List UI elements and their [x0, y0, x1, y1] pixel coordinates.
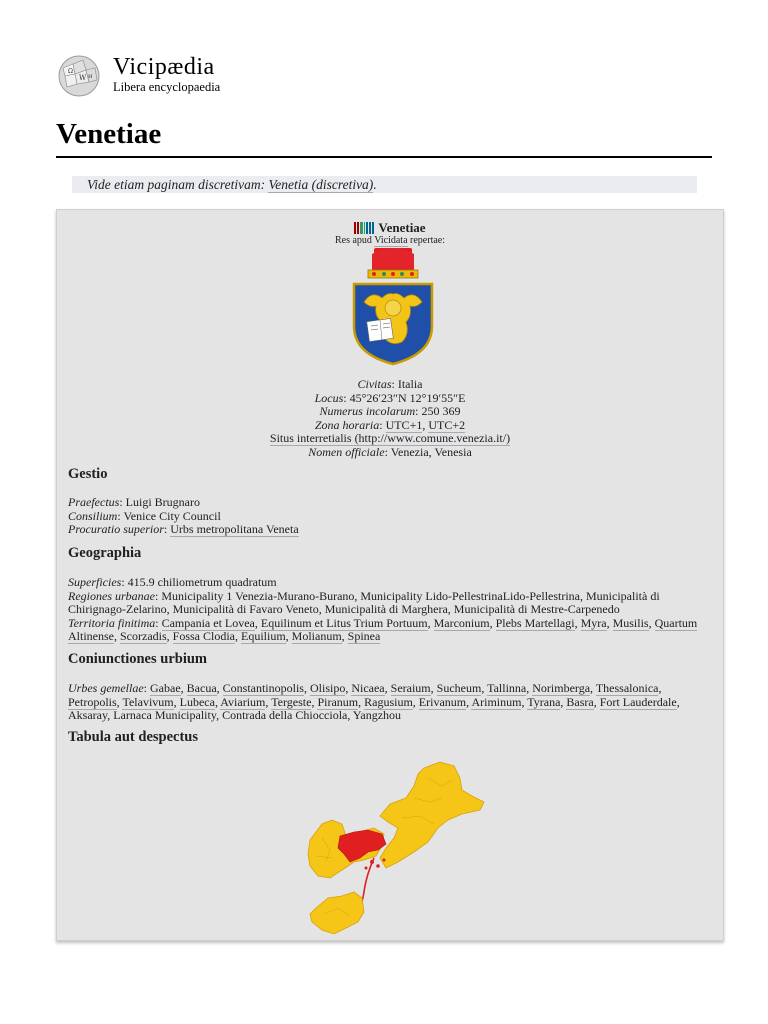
fact-situs: [57, 432, 723, 446]
section-heading-tabula: Tabula aut despectus: [68, 729, 199, 745]
consilium-label: Consilium: [68, 508, 118, 523]
infobox: [56, 209, 724, 941]
list-item-link[interactable]: Fort Lauderdale: [599, 694, 677, 709]
infobox-title-text: Venetiae: [378, 220, 426, 235]
fact-civitas: Civitas: Italia: [357, 377, 423, 391]
list-item-link[interactable]: Thessalonica: [595, 681, 659, 695]
wiki-globe-logo[interactable]: [55, 54, 103, 98]
list-item-link[interactable]: Seraium: [390, 681, 431, 695]
official-website-link[interactable]: Situs interretialis (http://www.comune.venezia.it/): [269, 431, 511, 445]
list-item-link[interactable]: Scorzadis: [120, 629, 167, 643]
svg-text:Ω: Ω: [68, 68, 73, 75]
zona-label: Zona horaria: [314, 417, 380, 432]
civitas-label: Civitas: [357, 377, 392, 391]
fact-nomen: Nomen officiale: Venezia, Venesia: [308, 444, 472, 459]
territoria-label: Territoria finitima: [68, 615, 156, 630]
infobox-title: [57, 220, 723, 235]
section-heading-geographia: Geographia: [68, 545, 142, 561]
fact-zona: Zona horaria: UTC+1, UTC+2: [314, 417, 466, 432]
hatnote: [72, 176, 697, 193]
site-wordmark[interactable]: Vicipædia: [113, 54, 215, 80]
section-geographia: [68, 576, 713, 644]
locus-label: Locus: [314, 390, 344, 405]
infobox-facts: [57, 378, 723, 459]
list-item-link: Yangzhou: [352, 708, 402, 722]
wikidata-icon[interactable]: [354, 222, 374, 234]
list-item-link[interactable]: Ariminum: [471, 694, 522, 709]
nomen-label: Nomen officiale: [308, 444, 385, 459]
list-item-link[interactable]: Bacua: [186, 681, 217, 695]
list-item-link[interactable]: Tergeste: [271, 694, 312, 709]
list-item-link[interactable]: Olisipo: [309, 681, 346, 695]
site-header: [55, 52, 275, 98]
site-tagline: Libera encyclopaedia: [113, 80, 221, 94]
row-consilium: Consilium: Venice City Council: [68, 508, 221, 523]
title-divider: [56, 156, 712, 158]
list-item-link[interactable]: Gabae: [150, 681, 181, 695]
urbes-label: Urbes gemellae: [68, 681, 144, 695]
list-item-link[interactable]: Telavivum: [122, 694, 174, 709]
location-map-image[interactable]: [302, 758, 492, 938]
section-heading-coniunctiones: Coniunctiones urbium: [68, 651, 207, 667]
hatnote-link[interactable]: Venetia (discretiva): [268, 177, 374, 192]
regiones-label: Regiones urbanae: [68, 588, 155, 603]
svg-text:W: W: [79, 74, 87, 82]
locus-value: 45°26′23″N 12°19′55″E: [349, 390, 466, 405]
wikidata-link[interactable]: Vicidata: [374, 235, 408, 246]
list-item-link[interactable]: Equilinum et Litus Trium Portuum: [260, 615, 428, 630]
list-item-link[interactable]: Petropolis: [68, 694, 117, 709]
list-item-link[interactable]: Spinea: [347, 629, 381, 643]
list-item-link[interactable]: Myra: [580, 615, 607, 630]
list-item-link[interactable]: Aviarium: [220, 694, 266, 709]
praefectus-value: Luigi Brugnaro: [125, 495, 200, 509]
svg-text:И: И: [88, 74, 93, 80]
fact-numerus: Numerus incolarum: 250 369: [319, 404, 461, 418]
section-coniunctiones: [68, 682, 713, 723]
numerus-label: Numerus incolarum: [319, 404, 416, 418]
nomen-value: Venezia, Venesia: [390, 444, 472, 459]
list-item-link: Larnaca Municipality: [113, 708, 217, 722]
numerus-value: 250 369: [421, 404, 461, 418]
row-praefectus: Praefectus: Luigi Brugnaro: [68, 495, 200, 509]
list-item-link[interactable]: Equilium: [241, 629, 286, 643]
subtitle-post: repertae:: [410, 235, 446, 246]
list-item-link[interactable]: Musilis: [612, 615, 649, 630]
superficies-value: 415.9 chiliometrum quadratum: [127, 575, 277, 589]
zona-link-1[interactable]: UTC+1: [385, 417, 423, 432]
row-urbes: Urbes gemellae: Gabae, Bacua, Constantinopolis, Olisipo, Nicaea, Seraium, Sucheum, Tallinna, Norimberga, Thessalonica, Petropolis, Telavivum, Lubeca, Aviarium, Tergeste, Piranum, Ragusium, Erivanum, Ariminum, Tyrana, Basra, Fort Lauderdale, Aksaray, Larnaca Municipality, Contrada della Chiocciola, Yangzhou: [68, 681, 680, 722]
fact-locus: Locus: 45°26′23″N 12°19′55″E: [314, 390, 466, 405]
list-item-link[interactable]: Quartum Altinense: [68, 615, 698, 643]
list-item-link[interactable]: Plebs Martellagi: [495, 615, 575, 630]
procuratio-label: Procuratio superior: [68, 522, 164, 536]
list-item-link[interactable]: Marconium: [433, 615, 490, 630]
consilium-value: Venice City Council: [123, 508, 221, 523]
list-item-link[interactable]: Sucheum: [436, 681, 482, 695]
row-procuratio: Procuratio superior: Urbs metropolitana Veneta: [68, 522, 299, 536]
procuratio-link[interactable]: Urbs metropolitana Veneta: [170, 522, 299, 536]
section-heading-gestio: Gestio: [68, 466, 108, 482]
row-superficies: Superficies: 415.9 chiliometrum quadratum: [68, 575, 277, 589]
page-title: Venetiae: [56, 118, 162, 150]
list-item-link[interactable]: Constantinopolis: [222, 681, 304, 695]
list-item-link[interactable]: Molianum: [291, 629, 342, 643]
list-item-link[interactable]: Tyrana: [527, 694, 561, 709]
list-item-link[interactable]: Erivanum: [418, 694, 467, 709]
list-item-link: Aksaray: [68, 708, 108, 722]
list-item-link[interactable]: Ragusium: [364, 694, 413, 709]
list-item-link[interactable]: Basra: [566, 694, 594, 709]
urbes-list: Gabae, Bacua, Constantinopolis, Olisipo, Nicaea, Seraium, Sucheum, Tallinna, Norimberga, Thessalonica, Petropolis, Telavivum, Lubeca, Aviarium, Tergeste, Piranum, Ragusium, Erivanum, Ariminum, Tyrana, Basra, Fort Lauderdale, Aksaray, Larnaca Municipality, Contrada della Chiocciola, Yangzhou: [68, 681, 680, 722]
row-regiones: Regiones urbanae: Municipality 1 Venezia-Murano-Burano, Municipality Lido-PellestrinaLido-Pellestrina, Municipalità di Chirignago-Zelarino, Municipalità di Favaro Veneto, Municipalità di Marghera, Municipalità di Mestre-Carpenedo: [68, 588, 660, 616]
list-item-link[interactable]: Nicaea: [351, 681, 385, 695]
list-item-link[interactable]: Tallinna: [487, 681, 527, 695]
list-item-link[interactable]: Fossa Clodia: [172, 629, 235, 643]
list-item-link[interactable]: Campania et Lovea: [161, 615, 255, 630]
regiones-value: Municipality 1 Venezia-Murano-Burano, Municipality Lido-PellestrinaLido-Pellestrina, Municipalità di Chirignago-Zelarino, Municipalità di Favaro Veneto, Municipalità di Marghera, Municipalità di Mestre-Carpenedo: [68, 588, 660, 616]
superficies-label: Superficies: [68, 575, 122, 589]
list-item-link[interactable]: Norimberga: [532, 681, 591, 695]
hatnote-suffix: .: [373, 177, 377, 192]
list-item-link[interactable]: Piranum: [317, 694, 359, 709]
territoria-list: Campania et Lovea, Equilinum et Litus Trium Portuum, Marconium, Plebs Martellagi, Myra, Musilis, Quartum Altinense, Scorzadis, Fossa Clodia, Equilium, Molianum, Spinea: [68, 615, 698, 643]
subtitle-pre: Res apud: [334, 235, 372, 246]
list-item-link[interactable]: Lubeca: [179, 694, 215, 709]
civitas-value: Italia: [397, 377, 423, 391]
row-territoria: Territoria finitima: Campania et Lovea, Equilinum et Litus Trium Portuum, Marconium, Plebs Martellagi, Myra, Musilis, Quartum Altinense, Scorzadis, Fossa Clodia, Equilium, Molianum, Spinea: [68, 615, 698, 643]
coat-of-arms-image[interactable]: [352, 246, 434, 366]
praefectus-label: Praefectus: [68, 495, 120, 509]
hatnote-prefix: Vide etiam paginam discretivam:: [87, 177, 266, 192]
section-gestio: [68, 496, 713, 537]
zona-link-2[interactable]: UTC+2: [428, 417, 466, 432]
list-item-link: Contrada della Chiocciola: [222, 708, 348, 722]
